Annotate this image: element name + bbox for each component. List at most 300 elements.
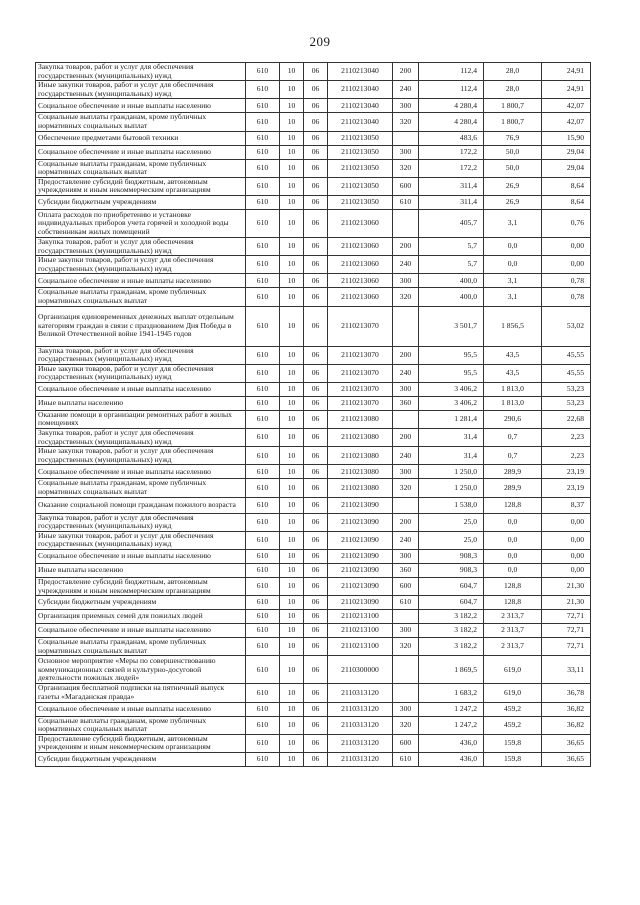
table-row — [36, 306, 591, 346]
row-expense-type: 200 — [393, 346, 419, 364]
row-grbs-code: 610 — [246, 716, 280, 734]
row-section-code: 10 — [280, 531, 304, 549]
row-expense-type: 600 — [393, 177, 419, 195]
row-planned-amount: 436,0 — [419, 752, 484, 766]
row-execution-percent: 29,04 — [542, 159, 591, 177]
row-subsection-code: 06 — [304, 113, 328, 131]
row-subsection-code: 06 — [304, 382, 328, 396]
row-section-code: 10 — [280, 429, 304, 447]
row-section-code: 10 — [280, 716, 304, 734]
row-expense-type: 200 — [393, 237, 419, 255]
row-execution-percent: 45,55 — [542, 364, 591, 382]
row-section-code: 10 — [280, 99, 304, 113]
row-target-article: 2110213040 — [328, 99, 393, 113]
row-executed-amount: 289,9 — [484, 479, 542, 497]
table-row — [36, 656, 591, 684]
row-planned-amount: 95,5 — [419, 364, 484, 382]
row-subsection-code: 06 — [304, 610, 328, 624]
row-subsection-code: 06 — [304, 346, 328, 364]
row-execution-percent: 29,04 — [542, 145, 591, 159]
row-description: Социальные выплаты гражданам, кроме публичных нормативных социальных выплат — [36, 638, 246, 656]
row-expense-type: 320 — [393, 479, 419, 497]
table-row — [36, 288, 591, 306]
table-row — [36, 531, 591, 549]
table-row — [36, 702, 591, 716]
row-description: Закупка товаров, работ и услуг для обеспечения государственных (муниципальных) нужд — [36, 429, 246, 447]
row-executed-amount: 3,1 — [484, 274, 542, 288]
row-grbs-code: 610 — [246, 550, 280, 564]
table-row — [36, 159, 591, 177]
row-description: Социальные выплаты гражданам, кроме публичных нормативных социальных выплат — [36, 113, 246, 131]
row-subsection-code: 06 — [304, 513, 328, 531]
row-execution-percent: 0,00 — [542, 564, 591, 578]
row-execution-percent: 36,65 — [542, 734, 591, 752]
row-executed-amount: 43,5 — [484, 346, 542, 364]
table-row — [36, 63, 591, 81]
row-execution-percent: 0,76 — [542, 209, 591, 237]
row-execution-percent: 36,65 — [542, 752, 591, 766]
row-expense-type: 300 — [393, 274, 419, 288]
row-target-article: 2110313120 — [328, 702, 393, 716]
row-grbs-code: 610 — [246, 447, 280, 465]
row-grbs-code: 610 — [246, 346, 280, 364]
row-planned-amount: 400,0 — [419, 274, 484, 288]
row-expense-type: 240 — [393, 364, 419, 382]
row-section-code: 10 — [280, 734, 304, 752]
row-planned-amount: 908,3 — [419, 550, 484, 564]
row-expense-type: 300 — [393, 624, 419, 638]
row-execution-percent: 72,71 — [542, 638, 591, 656]
row-description: Закупка товаров, работ и услуг для обеспечения государственных (муниципальных) нужд — [36, 237, 246, 255]
row-target-article: 2110213080 — [328, 479, 393, 497]
table-row — [36, 364, 591, 382]
row-executed-amount: 26,9 — [484, 195, 542, 209]
row-description: Социальные выплаты гражданам, кроме публичных нормативных социальных выплат — [36, 479, 246, 497]
row-subsection-code: 06 — [304, 410, 328, 428]
row-planned-amount: 311,4 — [419, 195, 484, 209]
row-executed-amount: 0,0 — [484, 550, 542, 564]
table-row — [36, 346, 591, 364]
row-grbs-code: 610 — [246, 513, 280, 531]
table-row — [36, 410, 591, 428]
row-subsection-code: 06 — [304, 237, 328, 255]
row-subsection-code: 06 — [304, 396, 328, 410]
row-subsection-code: 06 — [304, 497, 328, 513]
row-grbs-code: 610 — [246, 99, 280, 113]
row-planned-amount: 95,5 — [419, 346, 484, 364]
row-expense-type: 240 — [393, 447, 419, 465]
row-planned-amount: 31,4 — [419, 429, 484, 447]
row-section-code: 10 — [280, 684, 304, 702]
row-grbs-code: 610 — [246, 63, 280, 81]
row-description: Предоставление субсидий бюджетным, автономным учреждениям и иным некоммерческим организациям — [36, 578, 246, 596]
row-section-code: 10 — [280, 447, 304, 465]
row-expense-type — [393, 209, 419, 237]
row-planned-amount: 4 280,4 — [419, 113, 484, 131]
row-subsection-code: 06 — [304, 81, 328, 99]
row-planned-amount: 1 869,5 — [419, 656, 484, 684]
table-row — [36, 610, 591, 624]
row-target-article: 2110213080 — [328, 429, 393, 447]
row-description: Закупка товаров, работ и услуг для обеспечения государственных (муниципальных) нужд — [36, 346, 246, 364]
row-planned-amount: 436,0 — [419, 734, 484, 752]
row-grbs-code: 610 — [246, 465, 280, 479]
row-execution-percent: 24,91 — [542, 63, 591, 81]
row-planned-amount: 1 281,4 — [419, 410, 484, 428]
row-section-code: 10 — [280, 131, 304, 145]
row-expense-type: 300 — [393, 99, 419, 113]
row-executed-amount: 290,6 — [484, 410, 542, 428]
row-grbs-code: 610 — [246, 382, 280, 396]
row-target-article: 2110213080 — [328, 465, 393, 479]
row-subsection-code: 06 — [304, 159, 328, 177]
row-grbs-code: 610 — [246, 578, 280, 596]
row-execution-percent: 8,64 — [542, 195, 591, 209]
row-grbs-code: 610 — [246, 684, 280, 702]
row-subsection-code: 06 — [304, 684, 328, 702]
row-executed-amount: 76,9 — [484, 131, 542, 145]
row-subsection-code: 06 — [304, 734, 328, 752]
table-row — [36, 624, 591, 638]
row-target-article: 2110213060 — [328, 237, 393, 255]
table-row — [36, 734, 591, 752]
row-subsection-code: 06 — [304, 274, 328, 288]
row-description: Организация приемных семей для пожилых людей — [36, 610, 246, 624]
row-planned-amount: 604,7 — [419, 596, 484, 610]
row-target-article: 2110213070 — [328, 306, 393, 346]
row-target-article: 2110213090 — [328, 531, 393, 549]
row-description: Социальное обеспечение и иные выплаты населению — [36, 99, 246, 113]
row-subsection-code: 06 — [304, 596, 328, 610]
row-description: Иные закупки товаров, работ и услуг для обеспечения государственных (муниципальных) нужд — [36, 447, 246, 465]
row-grbs-code: 610 — [246, 531, 280, 549]
row-planned-amount: 1 250,0 — [419, 479, 484, 497]
row-target-article: 2110213070 — [328, 346, 393, 364]
row-planned-amount: 483,6 — [419, 131, 484, 145]
row-grbs-code: 610 — [246, 638, 280, 656]
row-section-code: 10 — [280, 578, 304, 596]
row-expense-type — [393, 610, 419, 624]
row-description: Социальное обеспечение и иные выплаты населению — [36, 145, 246, 159]
row-executed-amount: 619,0 — [484, 684, 542, 702]
row-execution-percent: 72,71 — [542, 610, 591, 624]
row-expense-type: 610 — [393, 195, 419, 209]
row-description: Социальное обеспечение и иные выплаты населению — [36, 382, 246, 396]
row-expense-type: 320 — [393, 159, 419, 177]
page-number: 209 — [309, 34, 331, 49]
row-section-code: 10 — [280, 479, 304, 497]
row-execution-percent: 2,23 — [542, 429, 591, 447]
row-section-code: 10 — [280, 209, 304, 237]
row-grbs-code: 610 — [246, 364, 280, 382]
row-grbs-code: 610 — [246, 564, 280, 578]
row-expense-type: 360 — [393, 396, 419, 410]
row-description: Социальное обеспечение и иные выплаты населению — [36, 624, 246, 638]
row-section-code: 10 — [280, 145, 304, 159]
row-execution-percent: 42,07 — [542, 113, 591, 131]
row-execution-percent: 15,90 — [542, 131, 591, 145]
row-executed-amount: 1 856,5 — [484, 306, 542, 346]
row-planned-amount: 405,7 — [419, 209, 484, 237]
row-planned-amount: 112,4 — [419, 63, 484, 81]
row-target-article: 2110313120 — [328, 752, 393, 766]
row-executed-amount: 1 813,0 — [484, 382, 542, 396]
row-execution-percent: 0,78 — [542, 274, 591, 288]
row-target-article: 2110213090 — [328, 513, 393, 531]
table-row — [36, 578, 591, 596]
row-expense-type: 200 — [393, 429, 419, 447]
row-grbs-code: 610 — [246, 113, 280, 131]
row-grbs-code: 610 — [246, 734, 280, 752]
row-section-code: 10 — [280, 81, 304, 99]
row-expense-type: 320 — [393, 113, 419, 131]
row-planned-amount: 1 247,2 — [419, 702, 484, 716]
row-grbs-code: 610 — [246, 479, 280, 497]
table-row — [36, 564, 591, 578]
row-target-article: 2110213090 — [328, 578, 393, 596]
row-grbs-code: 610 — [246, 145, 280, 159]
row-target-article: 2110213090 — [328, 497, 393, 513]
row-expense-type: 300 — [393, 465, 419, 479]
row-grbs-code: 610 — [246, 410, 280, 428]
row-target-article: 2110213080 — [328, 447, 393, 465]
row-section-code: 10 — [280, 702, 304, 716]
table-row — [36, 177, 591, 195]
row-section-code: 10 — [280, 497, 304, 513]
row-planned-amount: 3 182,2 — [419, 610, 484, 624]
row-target-article: 2110213040 — [328, 113, 393, 131]
row-planned-amount: 5,7 — [419, 237, 484, 255]
row-execution-percent: 45,55 — [542, 346, 591, 364]
row-executed-amount: 159,8 — [484, 752, 542, 766]
row-grbs-code: 610 — [246, 159, 280, 177]
row-planned-amount: 311,4 — [419, 177, 484, 195]
row-section-code: 10 — [280, 346, 304, 364]
row-executed-amount: 3,1 — [484, 288, 542, 306]
row-description: Социальное обеспечение и иные выплаты населению — [36, 550, 246, 564]
row-subsection-code: 06 — [304, 63, 328, 81]
row-grbs-code: 610 — [246, 195, 280, 209]
row-planned-amount: 5,7 — [419, 256, 484, 274]
row-description: Оказание социальной помощи гражданам пожилого возраста — [36, 497, 246, 513]
row-execution-percent: 0,78 — [542, 288, 591, 306]
row-planned-amount: 4 280,4 — [419, 99, 484, 113]
row-execution-percent: 0,00 — [542, 256, 591, 274]
table-body — [36, 63, 591, 767]
row-grbs-code: 610 — [246, 610, 280, 624]
row-description: Социальные выплаты гражданам, кроме публичных нормативных социальных выплат — [36, 159, 246, 177]
row-subsection-code: 06 — [304, 145, 328, 159]
row-description: Иные закупки товаров, работ и услуг для обеспечения государственных (муниципальных) нужд — [36, 256, 246, 274]
row-subsection-code: 06 — [304, 465, 328, 479]
row-execution-percent: 0,00 — [542, 513, 591, 531]
row-execution-percent: 53,02 — [542, 306, 591, 346]
row-subsection-code: 06 — [304, 550, 328, 564]
row-expense-type — [393, 410, 419, 428]
row-execution-percent: 2,23 — [542, 447, 591, 465]
row-subsection-code: 06 — [304, 256, 328, 274]
table-row — [36, 195, 591, 209]
row-subsection-code: 06 — [304, 99, 328, 113]
row-subsection-code: 06 — [304, 531, 328, 549]
table-row — [36, 113, 591, 131]
row-description: Иные закупки товаров, работ и услуг для обеспечения государственных (муниципальных) нужд — [36, 364, 246, 382]
row-target-article: 2110213050 — [328, 195, 393, 209]
row-description: Оплата расходов по приобретению и установке индивидуальных приборов учета горячей и холодной воды собственникам жилых помещений — [36, 209, 246, 237]
row-execution-percent: 72,71 — [542, 624, 591, 638]
table-row — [36, 131, 591, 145]
row-section-code: 10 — [280, 113, 304, 131]
row-grbs-code: 610 — [246, 81, 280, 99]
row-planned-amount: 3 182,2 — [419, 624, 484, 638]
row-executed-amount: 128,8 — [484, 497, 542, 513]
row-execution-percent: 36,78 — [542, 684, 591, 702]
row-section-code: 10 — [280, 159, 304, 177]
row-subsection-code: 06 — [304, 479, 328, 497]
row-subsection-code: 06 — [304, 564, 328, 578]
row-expense-type: 300 — [393, 550, 419, 564]
row-section-code: 10 — [280, 550, 304, 564]
row-target-article: 2110213090 — [328, 596, 393, 610]
row-target-article: 2110313120 — [328, 716, 393, 734]
row-grbs-code: 610 — [246, 274, 280, 288]
table-row — [36, 237, 591, 255]
row-description: Иные выплаты населению — [36, 564, 246, 578]
row-executed-amount: 2 313,7 — [484, 610, 542, 624]
row-planned-amount: 3 501,7 — [419, 306, 484, 346]
row-subsection-code: 06 — [304, 638, 328, 656]
row-expense-type — [393, 656, 419, 684]
row-section-code: 10 — [280, 177, 304, 195]
row-grbs-code: 610 — [246, 237, 280, 255]
row-target-article: 2110213050 — [328, 177, 393, 195]
row-expense-type: 320 — [393, 638, 419, 656]
row-executed-amount: 459,2 — [484, 702, 542, 716]
row-grbs-code: 610 — [246, 177, 280, 195]
row-target-article: 2110213080 — [328, 410, 393, 428]
row-description: Иные выплаты населению — [36, 396, 246, 410]
table-row — [36, 274, 591, 288]
row-executed-amount: 28,0 — [484, 81, 542, 99]
table-row — [36, 382, 591, 396]
row-subsection-code: 06 — [304, 624, 328, 638]
budget-table — [35, 62, 591, 767]
row-execution-percent: 33,11 — [542, 656, 591, 684]
row-expense-type: 300 — [393, 145, 419, 159]
row-section-code: 10 — [280, 624, 304, 638]
row-execution-percent: 21,30 — [542, 578, 591, 596]
row-description: Организация бесплатной подписки на пятничный выпуск газеты «Магаданская правда» — [36, 684, 246, 702]
row-expense-type: 240 — [393, 531, 419, 549]
row-subsection-code: 06 — [304, 288, 328, 306]
row-target-article: 2110213040 — [328, 81, 393, 99]
row-subsection-code: 06 — [304, 447, 328, 465]
row-subsection-code: 06 — [304, 306, 328, 346]
row-grbs-code: 610 — [246, 429, 280, 447]
row-target-article: 2110213050 — [328, 131, 393, 145]
row-executed-amount: 128,8 — [484, 596, 542, 610]
row-expense-type: 320 — [393, 716, 419, 734]
row-section-code: 10 — [280, 63, 304, 81]
table-row — [36, 550, 591, 564]
row-target-article: 2110313120 — [328, 684, 393, 702]
row-executed-amount: 159,8 — [484, 734, 542, 752]
row-grbs-code: 610 — [246, 131, 280, 145]
row-target-article: 2110213060 — [328, 288, 393, 306]
row-expense-type: 610 — [393, 596, 419, 610]
row-description: Обеспечение предметами бытовой техники — [36, 131, 246, 145]
row-description: Закупка товаров, работ и услуг для обеспечения государственных (муниципальных) нужд — [36, 63, 246, 81]
row-grbs-code: 610 — [246, 256, 280, 274]
row-planned-amount: 31,4 — [419, 447, 484, 465]
row-execution-percent: 36,82 — [542, 716, 591, 734]
row-grbs-code: 610 — [246, 624, 280, 638]
row-executed-amount: 2 313,7 — [484, 638, 542, 656]
table-row — [36, 497, 591, 513]
table-row — [36, 684, 591, 702]
row-execution-percent: 53,23 — [542, 396, 591, 410]
row-executed-amount: 2 313,7 — [484, 624, 542, 638]
row-description: Организация единовременных денежных выплат отдельным категориям граждан в связи с празднованием Дня Победы в Великой Отечественной войне 1941-1945 годов — [36, 306, 246, 346]
row-execution-percent: 0,00 — [542, 550, 591, 564]
row-description: Социальное обеспечение и иные выплаты населению — [36, 702, 246, 716]
row-grbs-code: 610 — [246, 497, 280, 513]
row-description: Социальное обеспечение и иные выплаты населению — [36, 465, 246, 479]
row-execution-percent: 22,68 — [542, 410, 591, 428]
table-row — [36, 638, 591, 656]
row-section-code: 10 — [280, 237, 304, 255]
table-row — [36, 465, 591, 479]
row-section-code: 10 — [280, 465, 304, 479]
row-planned-amount: 1 683,2 — [419, 684, 484, 702]
row-execution-percent: 0,00 — [542, 531, 591, 549]
table-row — [36, 99, 591, 113]
row-description: Социальные выплаты гражданам, кроме публичных нормативных социальных выплат — [36, 288, 246, 306]
row-executed-amount: 50,0 — [484, 145, 542, 159]
row-subsection-code: 06 — [304, 578, 328, 596]
row-executed-amount: 0,0 — [484, 564, 542, 578]
row-executed-amount: 43,5 — [484, 364, 542, 382]
row-section-code: 10 — [280, 638, 304, 656]
table-row — [36, 396, 591, 410]
row-planned-amount: 3 406,2 — [419, 382, 484, 396]
row-section-code: 10 — [280, 656, 304, 684]
row-target-article: 2110213070 — [328, 364, 393, 382]
table-row — [36, 145, 591, 159]
row-subsection-code: 06 — [304, 656, 328, 684]
row-section-code: 10 — [280, 410, 304, 428]
row-executed-amount: 0,0 — [484, 531, 542, 549]
row-target-article: 2110213100 — [328, 610, 393, 624]
row-description: Субсидии бюджетным учреждениям — [36, 752, 246, 766]
row-executed-amount: 28,0 — [484, 63, 542, 81]
row-planned-amount: 908,3 — [419, 564, 484, 578]
row-target-article: 2110213090 — [328, 564, 393, 578]
row-target-article: 2110213060 — [328, 209, 393, 237]
row-planned-amount: 3 182,2 — [419, 638, 484, 656]
row-expense-type: 320 — [393, 288, 419, 306]
row-section-code: 10 — [280, 752, 304, 766]
row-section-code: 10 — [280, 610, 304, 624]
row-section-code: 10 — [280, 396, 304, 410]
row-executed-amount: 0,0 — [484, 256, 542, 274]
row-subsection-code: 06 — [304, 364, 328, 382]
row-planned-amount: 112,4 — [419, 81, 484, 99]
row-target-article: 2110313120 — [328, 734, 393, 752]
table-row — [36, 429, 591, 447]
row-target-article: 2110213060 — [328, 256, 393, 274]
row-planned-amount: 25,0 — [419, 513, 484, 531]
